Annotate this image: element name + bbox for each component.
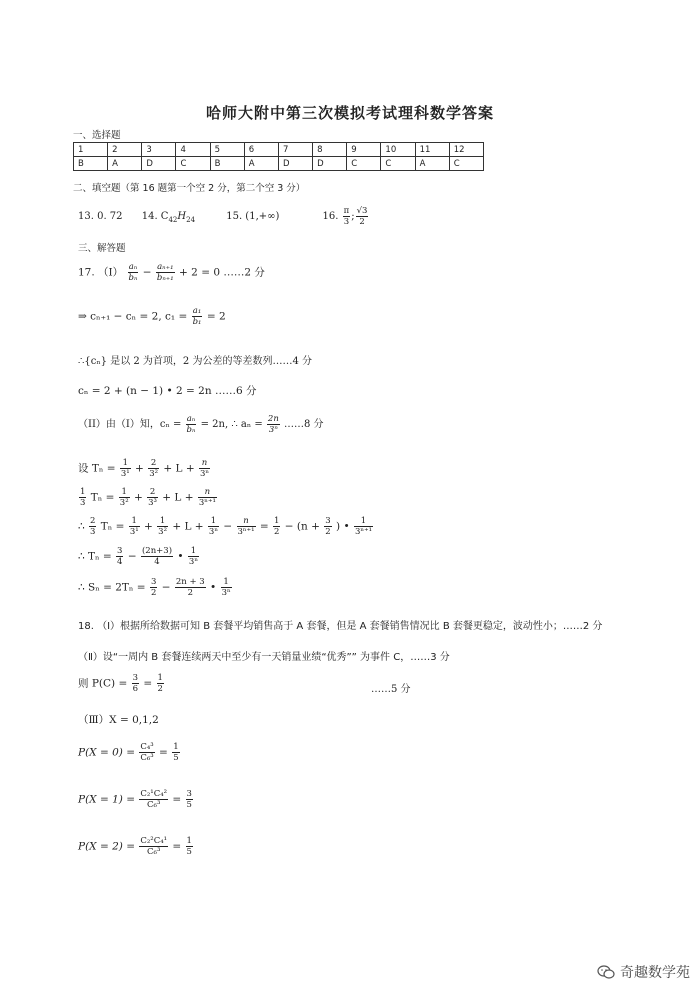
answer-13: 13. 0. 72: [78, 211, 123, 222]
q17-line-8: ∴ $\frac{2}{3}$ Tₙ = $\frac{1}{\text{3¹}}$ + $\frac{1}{\text{3²}}$ + L + $\frac{1}{\text{3ⁿ}}$ − $\frac{n}{\text{3ⁿ⁺¹}}$ = $\frac{1}{2}$ − (n + $\frac{3}{2}$ ) • $\frac{1}{\text{3ⁿ⁺¹}}$: [78, 516, 372, 537]
q17-line-9: ∴ Tₙ = $\frac{3}{4}$ − $\frac{(2n+3)}{4}$ • $\frac{1}{\text{3ⁿ}}$: [78, 546, 198, 567]
q17-line-10: ∴ Sₙ = 2Tₙ = $\frac{3}{2}$ − $\frac{2n + 3}{2}$ • $\frac{1}{\text{3ⁿ}}$: [78, 577, 231, 598]
q18-line-3: 则 P(C) = $\frac{3}{6}$ = $\frac{1}{2}$: [78, 673, 163, 694]
answer-16: 16. $\frac{\pi}{3}$ ; $\frac{√3}{2}$: [322, 206, 368, 227]
section-choice-heading: 一、选择题: [73, 130, 121, 141]
watermark: [597, 962, 690, 982]
q18-line-2: （Ⅱ）设“一周内 B 套餐连续两天中至少有一天销量业绩“优秀”” 为事件 C，……3 分: [78, 652, 450, 663]
q17-line-1: 17. （I） $\frac{\text{aₙ}}{\text{bₙ}}$ − $\frac{\text{aₙ₊₁}}{\text{bₙ₊₁}}$ + 2 = 0 ……2 分: [78, 262, 265, 283]
table-cell: C: [347, 157, 381, 171]
table-cell: 3: [142, 143, 176, 157]
q17-line-4: cₙ = 2 + (n − 1) • 2 = 2n ……6 分: [78, 385, 257, 397]
table-cell: A: [415, 157, 449, 171]
answer-15: 15. (1,+∞): [226, 211, 280, 222]
q17-line-3: ∴{cₙ} 是以 2 为首项，2 为公差的等差数列……4 分: [78, 356, 312, 367]
q17-line-2: ⇒ cₙ₊₁ − cₙ = 2, c₁ = $\frac{\text{a₁}}{\text{b₁}}$ = 2: [78, 306, 226, 327]
wechat-icon: [597, 965, 615, 979]
table-cell: 1: [74, 143, 108, 157]
table-cell: C: [381, 157, 415, 171]
q18-line-3-score: ……5 分: [371, 684, 411, 695]
table-cell: 4: [176, 143, 210, 157]
table-row-numbers: [74, 143, 484, 157]
table-cell: 2: [108, 143, 142, 157]
table-cell: D: [142, 157, 176, 171]
table-cell: 10: [381, 143, 415, 157]
table-cell: B: [74, 157, 108, 171]
table-cell: 8: [313, 143, 347, 157]
q18-p0: P(X = 0) = $\frac{\text{C₄³}}{\text{C₆³}}$ = $\frac{1}{5}$: [78, 742, 179, 763]
table-cell: A: [108, 157, 142, 171]
section-solve-heading: 三、解答题: [78, 243, 126, 254]
table-cell: 7: [278, 143, 312, 157]
q18-line-4: （Ⅲ）X = 0,1,2: [78, 714, 159, 726]
table-cell: 9: [347, 143, 381, 157]
q18-line-1: 18. （Ⅰ）根据所给数据可知 B 套餐平均销售高于 A 套餐，但是 A 套餐销售情况比 B 套餐更稳定，波动性小；……2 分: [78, 621, 603, 632]
watermark-text: 奇趣数学苑: [620, 965, 690, 981]
table-cell: C: [176, 157, 210, 171]
answer-14: 14. $C_{42}H_{24}$: [141, 211, 196, 224]
table-cell: B: [210, 157, 244, 171]
table-cell: 11: [415, 143, 449, 157]
q17-line-6: 设 Tₙ = $\frac{1}{\text{3¹}}$ + $\frac{2}{\text{3²}}$ + L + $\frac{n}{\text{3ⁿ}}$: [78, 458, 210, 479]
table-cell: 12: [449, 143, 483, 157]
q17-line-5: （II）由（I）知，cₙ = $\frac{\text{aₙ}}{\text{bₙ}}$ = 2n, ∴ aₙ = $\frac{2n}{\text{3ⁿ}}$ ……8 分: [78, 414, 324, 435]
table-cell: D: [278, 157, 312, 171]
q18-p2: P(X = 2) = $\frac{\text{C₂²C₄¹}}{\text{C₆³}}$ = $\frac{1}{5}$: [78, 836, 192, 857]
page-title: 哈师大附中第三次模拟考试理科数学答案: [205, 104, 494, 122]
choice-answer-table: [73, 142, 484, 171]
section-fill-heading: 二、填空题（第 16 题第一个空 2 分，第二个空 3 分）: [73, 183, 306, 194]
q17-line-7: $\frac{1}{3}$ Tₙ = $\frac{1}{\text{3²}}$ + $\frac{2}{\text{3³}}$ + L + $\frac{n}{\text{3ⁿ⁺¹}}$: [80, 487, 216, 508]
table-row-answers: [74, 157, 484, 171]
table-cell: D: [313, 157, 347, 171]
q18-p1: P(X = 1) = $\frac{\text{C₂¹C₄²}}{\text{C₆³}}$ = $\frac{3}{5}$: [78, 789, 192, 810]
fill-answers-row: [78, 206, 369, 227]
table-cell: A: [244, 157, 278, 171]
table-cell: C: [449, 157, 483, 171]
table-cell: 6: [244, 143, 278, 157]
table-cell: 5: [210, 143, 244, 157]
